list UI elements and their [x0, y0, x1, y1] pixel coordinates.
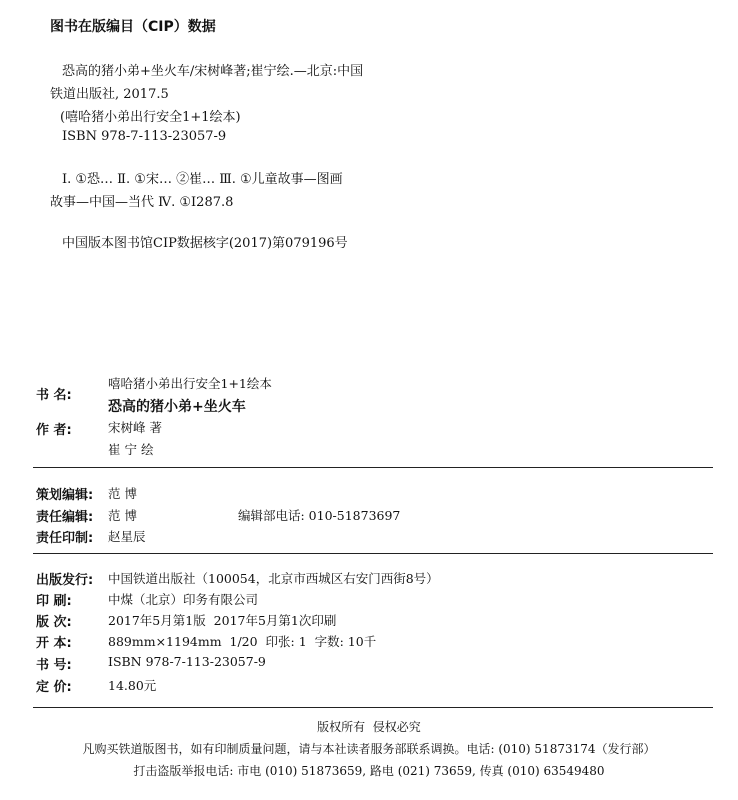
printer-label: 印 刷:	[36, 594, 72, 609]
cip-line-1: 恐高的猪小弟+坐火车/宋树峰著;崔宁绘.—北京:中国	[62, 64, 364, 79]
edition-label: 版 次:	[36, 615, 72, 630]
cip-line-5: Ⅰ. ①恐… Ⅱ. ①宋… ②崔… Ⅲ. ①儿童故事—图画	[62, 172, 343, 187]
editorial-phone: 编辑部电话: 010-51873697	[238, 508, 401, 523]
cip-line-3: (嘻哈猪小弟出行安全1+1绘本)	[60, 110, 241, 125]
isbn: ISBN 978-7-113-23057-9	[108, 654, 266, 669]
price-label: 定 价:	[36, 680, 72, 695]
printer: 中煤（北京）印务有限公司	[108, 592, 259, 607]
price: 14.80元	[108, 678, 157, 693]
planning-editor-label: 策划编辑:	[36, 488, 94, 503]
author-name: 宋树峰 著	[108, 420, 162, 435]
planning-editor: 范 博	[108, 486, 137, 501]
book-title: 恐高的猪小弟+坐火车	[108, 399, 246, 415]
title-label: 书 名:	[36, 388, 72, 403]
quality-notice: 凡购买铁道版图书，如有印制质量问题，请与本社读者服务部联系调换。电话: (010) 51873174（发行部）	[82, 742, 656, 756]
divider-2	[33, 553, 713, 554]
divider-3	[33, 707, 713, 708]
piracy-hotline: 打击盗版举报电话: 市电 (010) 51873659, 路电 (021) 73659, 传真 (010) 63549480	[133, 764, 605, 778]
cip-line-2: 铁道出版社, 2017.5	[50, 87, 169, 102]
publisher: 中国铁道出版社（100054，北京市西城区右安门西街8号）	[108, 571, 439, 586]
responsible-editor-label: 责任编辑:	[36, 510, 94, 525]
series-name: 嘻哈猪小弟出行安全1+1绘本	[108, 376, 272, 391]
divider-1	[33, 467, 713, 468]
format-label: 开 本:	[36, 636, 72, 651]
print-supervisor: 赵星辰	[108, 529, 146, 544]
cip-line-7: 中国版本图书馆CIP数据核字(2017)第079196号	[62, 236, 348, 251]
rights-statement: 版权所有 侵权必究	[317, 720, 421, 734]
edition: 2017年5月第1版 2017年5月第1次印刷	[108, 613, 337, 628]
author-label: 作 者:	[36, 423, 72, 438]
cip-line-4: ISBN 978-7-113-23057-9	[62, 129, 227, 144]
illustrator-name: 崔 宁 绘	[108, 442, 154, 457]
cip-title: 图书在版编目（CIP）数据	[50, 19, 216, 35]
publisher-label: 出版发行:	[36, 573, 94, 588]
cip-line-6: 故事—中国—当代 Ⅳ. ①I287.8	[50, 195, 234, 210]
format: 889mm×1194mm 1/20 印张: 1 字数: 10千	[108, 634, 377, 649]
print-supervisor-label: 责任印制:	[36, 531, 94, 546]
responsible-editor: 范 博	[108, 508, 137, 523]
isbn-label: 书 号:	[36, 658, 72, 673]
